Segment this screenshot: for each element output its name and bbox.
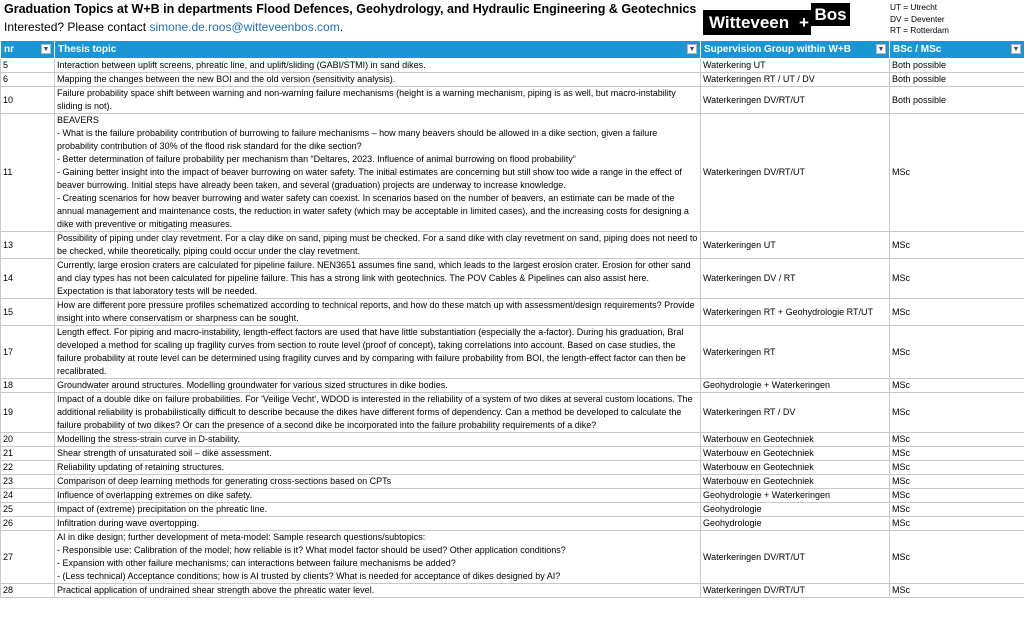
topic-line: - Gaining better insight into the impact of beaver burrowing on water safety. The initial estimates are concerning but still show too wide a range in the effect of beaver burrowing. Initial steps have already been taken, and several (graduation) projects are underway to increase knowledge. xyxy=(57,167,682,190)
cell-nr[interactable]: 25 xyxy=(1,503,55,517)
topic-line: Length effect. For piping and macro-instability, length-effect factors are used that have little substantiation (especially the a-factor). During his graduation, Bral developed a method for scaling up fragility curves from section to route level (proof of concept), taking correlations into account. Based on case studies, the failure probability at route level can be determined using fragility curves and by comparing with failure probability from BOI, the length-effect factor can then be recalibrated. xyxy=(57,327,686,376)
cell-level[interactable]: Both possible xyxy=(890,73,1024,87)
contact-email-link[interactable]: simone.de.roos@witteveenbos.com xyxy=(149,20,340,34)
table-row xyxy=(1,584,1024,598)
table-row xyxy=(1,531,1024,584)
column-header-nr xyxy=(1,41,55,59)
column-header-label: BSc / MSc xyxy=(893,44,942,55)
column-header-label: Supervision Group within W+B xyxy=(704,44,851,55)
cell-level[interactable]: MSc xyxy=(890,379,1024,393)
cell-supervision-group[interactable]: Waterkeringen UT xyxy=(701,232,890,259)
cell-level[interactable]: MSc xyxy=(890,433,1024,447)
cell-nr[interactable]: 13 xyxy=(1,232,55,259)
topic-line: - (Less technical) Acceptance conditions; how is AI trusted by clients? What is needed for acceptance of dikes designed by AI? xyxy=(57,571,561,581)
table-row xyxy=(1,59,1024,73)
table-row xyxy=(1,393,1024,433)
table-row xyxy=(1,114,1024,232)
table-row xyxy=(1,259,1024,299)
cell-nr[interactable]: 19 xyxy=(1,393,55,433)
cell-nr[interactable]: 24 xyxy=(1,489,55,503)
logo-plus: + xyxy=(799,13,809,32)
table-row xyxy=(1,503,1024,517)
cell-supervision-group[interactable]: Geohydrologie xyxy=(701,517,890,531)
cell-level[interactable]: MSc xyxy=(890,447,1024,461)
cell-nr[interactable]: 26 xyxy=(1,517,55,531)
topic-line: Impact of (extreme) precipitation on the phreatic line. xyxy=(57,504,268,514)
chevron-down-icon[interactable]: ▼ xyxy=(42,46,50,53)
cell-topic[interactable] xyxy=(55,299,701,326)
table-row xyxy=(1,517,1024,531)
cell-level[interactable]: MSc xyxy=(890,489,1024,503)
page-title: Graduation Topics at W+B in departments Flood Defences, Geohydrology, and Hydraulic Engineering & Geotechnics xyxy=(4,2,697,16)
table-row xyxy=(1,299,1024,326)
cell-supervision-group[interactable]: Waterkeringen RT xyxy=(701,326,890,379)
chevron-down-icon[interactable]: ▼ xyxy=(688,46,696,53)
topic-line: - What is the failure probability contribution of burrowing to failure mechanisms – how many beavers should be allowed in a dike section, given a failure probability contribution of 30% of the flood risk standard for the dike section? xyxy=(57,128,658,151)
table-row xyxy=(1,73,1024,87)
cell-topic[interactable] xyxy=(55,503,701,517)
topic-line: Interaction between uplift screens, phreatic line, and uplift/sliding (GABI/STMI) in sand dikes. xyxy=(57,60,426,70)
topic-line: Practical application of undrained shear strength above the phreatic water level. xyxy=(57,585,375,595)
topic-line: Infiltration during wave overtopping. xyxy=(57,518,200,528)
cell-topic[interactable] xyxy=(55,259,701,299)
cell-topic[interactable] xyxy=(55,517,701,531)
cell-supervision-group[interactable]: Geohydrologie + Waterkeringen xyxy=(701,379,890,393)
legend-item-dv: DV = Deventer xyxy=(890,13,945,24)
topic-line: Mapping the changes between the new BOI and the old version (sensitivity analysis). xyxy=(57,74,396,84)
table-row xyxy=(1,461,1024,475)
cell-nr[interactable]: 22 xyxy=(1,461,55,475)
cell-nr[interactable]: 23 xyxy=(1,475,55,489)
cell-topic[interactable] xyxy=(55,461,701,475)
cell-topic[interactable] xyxy=(55,87,701,114)
cell-supervision-group[interactable]: Waterbouw en Geotechniek xyxy=(701,433,890,447)
cell-nr[interactable]: 20 xyxy=(1,433,55,447)
cell-nr[interactable]: 6 xyxy=(1,73,55,87)
cell-topic[interactable] xyxy=(55,379,701,393)
cell-nr[interactable]: 5 xyxy=(1,59,55,73)
cell-supervision-group[interactable]: Geohydrologie + Waterkeringen xyxy=(701,489,890,503)
legend-item-rt: RT = Rotterdam xyxy=(890,25,949,36)
topic-line: Shear strength of unsaturated soil – dike assessment. xyxy=(57,448,272,458)
contact-line xyxy=(4,20,343,34)
cell-supervision-group[interactable]: Waterkeringen DV/RT/UT xyxy=(701,584,890,598)
cell-level[interactable]: MSc xyxy=(890,584,1024,598)
topic-line: Modelling the stress-strain curve in D-stability. xyxy=(57,434,240,444)
topic-line: - Expansion with other failure mechanisms; can interactions between failure mechanisms be added? xyxy=(57,558,456,568)
cell-supervision-group[interactable]: Waterkeringen DV / RT xyxy=(701,259,890,299)
cell-level[interactable]: MSc xyxy=(890,461,1024,475)
header-row xyxy=(1,41,1024,59)
cell-topic[interactable] xyxy=(55,114,701,232)
topic-line: - Creating scenarios for how beaver burrowing and water safety can coexist. In scenarios based on the number of beavers, an estimate can be made of the annual management and maintenance costs, the reduction in water safety (which may be acceptable in limited cases), and the increasing costs for designing a dike with preventive or mitigating measures. xyxy=(57,193,689,229)
cell-topic[interactable] xyxy=(55,447,701,461)
logo-word: Witteveen xyxy=(703,10,811,35)
cell-level[interactable]: MSc xyxy=(890,475,1024,489)
cell-level[interactable]: MSc xyxy=(890,531,1024,584)
cell-supervision-group[interactable]: Waterbouw en Geotechniek xyxy=(701,475,890,489)
cell-nr[interactable]: 14 xyxy=(1,259,55,299)
topic-line: Failure probability space shift between warning and non-warning failure mechanisms (height is a warning mechanism, piping is as well, but macro-instability sliding is not). xyxy=(57,88,676,111)
cell-topic[interactable] xyxy=(55,59,701,73)
column-header-level xyxy=(890,41,1024,59)
cell-topic[interactable] xyxy=(55,475,701,489)
column-header-group xyxy=(701,41,890,59)
filter-icon[interactable]: ▼ xyxy=(1012,46,1020,53)
topic-line: - Better determination of failure probability per mechanism than “Deltares, 2023. Influence of animal burrowing on flood probability” xyxy=(57,154,576,164)
cell-level[interactable]: MSc xyxy=(890,326,1024,379)
table-row xyxy=(1,232,1024,259)
cell-level[interactable]: MSc xyxy=(890,114,1024,232)
cell-nr[interactable]: 28 xyxy=(1,584,55,598)
topic-line: AI in dike design; further development of meta-model: Sample research questions/subtopics: xyxy=(57,532,426,542)
column-header-label: nr xyxy=(4,44,14,55)
cell-topic[interactable] xyxy=(55,433,701,447)
cell-supervision-group[interactable]: Waterkeringen DV/RT/UT xyxy=(701,87,890,114)
contact-prefix: Interested? Please contact xyxy=(4,20,150,34)
cell-nr[interactable]: 11 xyxy=(1,114,55,232)
table-row xyxy=(1,447,1024,461)
column-header-label: Thesis topic xyxy=(58,44,117,55)
topic-line: Currently, large erosion craters are calculated for pipeline failure. NEN3651 assumes fine sand, which leads to the largest erosion crater. Erosion for other sand and clay types has not been calculated for pipeline failure. This has a strong link with geotechnics. The POV Cables & Pipelines can also assist here. Expectation is that laboratory tests will be needed. xyxy=(57,260,691,296)
location-legend xyxy=(890,2,949,37)
topic-line: Influence of overlapping extremes on dike safety. xyxy=(57,490,252,500)
cell-topic[interactable] xyxy=(55,232,701,259)
cell-supervision-group[interactable]: Waterkeringen DV/RT/UT xyxy=(701,114,890,232)
cell-supervision-group[interactable]: Waterbouw en Geotechniek xyxy=(701,461,890,475)
cell-supervision-group[interactable]: Waterkering UT xyxy=(701,59,890,73)
cell-supervision-group[interactable]: Geohydrologie xyxy=(701,503,890,517)
cell-level[interactable]: Both possible xyxy=(890,87,1024,114)
cell-topic[interactable] xyxy=(55,393,701,433)
topic-line: - Responsible use: Calibration of the model; how reliable is it? What model factor should be used? Other application conditions? xyxy=(57,545,566,555)
cell-topic[interactable] xyxy=(55,73,701,87)
cell-nr[interactable]: 18 xyxy=(1,379,55,393)
table-row xyxy=(1,326,1024,379)
cell-supervision-group[interactable]: Waterkeringen RT + Geohydrologie RT/UT xyxy=(701,299,890,326)
table-row xyxy=(1,87,1024,114)
cell-supervision-group[interactable]: Waterkeringen RT / UT / DV xyxy=(701,73,890,87)
cell-level[interactable]: MSc xyxy=(890,259,1024,299)
topic-line: Possibility of piping under clay revetment. For a clay dike on sand, piping must be checked. For a sand dike with clay revetment on sand, piping does not need to be checked, while theoretically, piping could occur under the clay revetment. xyxy=(57,233,698,256)
logo-bos: Bos xyxy=(811,3,850,26)
topic-line: Groundwater around structures. Modelling groundwater for various sized structures in dike bodies. xyxy=(57,380,448,390)
contact-suffix: . xyxy=(339,20,344,34)
table-row xyxy=(1,379,1024,393)
table-row xyxy=(1,475,1024,489)
topic-line: Comparison of deep learning methods for generating cross-sections based on CPTs xyxy=(57,476,392,486)
cell-topic[interactable] xyxy=(55,584,701,598)
cell-level[interactable]: MSc xyxy=(890,517,1024,531)
topic-line: How are different pore pressure profiles schematized according to technical reports, and how do these match up with assessment/design requirements? Provide insight into where conservatism or sharpness can be sought. xyxy=(57,300,695,323)
thesis-topics-table xyxy=(0,40,1024,598)
cell-nr[interactable]: 27 xyxy=(1,531,55,584)
cell-topic[interactable] xyxy=(55,489,701,503)
cell-nr[interactable]: 10 xyxy=(1,87,55,114)
column-header-topic xyxy=(55,41,701,59)
table-row xyxy=(1,433,1024,447)
cell-level[interactable]: MSc xyxy=(890,393,1024,433)
topic-line: Impact of a double dike on failure probabilities. For 'Veilige Vecht', WDOD is interested in the reliability of a system of two dikes at several custom locations. The additional reliability is probabilistically difficult to describe because the dikes have different forms of dependency. Can a method be developed to calculate the failure probability of two dikes? Or can the presence of a second dike be incorporated into the failure probability requirements of a dike? xyxy=(57,394,693,430)
topic-line: BEAVERS xyxy=(57,115,99,125)
cell-nr[interactable]: 17 xyxy=(1,326,55,379)
cell-level[interactable]: Both possible xyxy=(890,59,1024,73)
table-row xyxy=(1,489,1024,503)
cell-supervision-group[interactable]: Waterkeringen DV/RT/UT xyxy=(701,531,890,584)
topic-line: Reliability updating of retaining structures. xyxy=(57,462,225,472)
cell-level[interactable]: MSc xyxy=(890,232,1024,259)
cell-supervision-group[interactable]: Waterkeringen RT / DV xyxy=(701,393,890,433)
witteveen-bos-logo xyxy=(703,3,850,35)
cell-nr[interactable]: 15 xyxy=(1,299,55,326)
cell-level[interactable]: MSc xyxy=(890,503,1024,517)
legend-item-ut: UT = Utrecht xyxy=(890,2,938,12)
chevron-down-icon[interactable]: ▼ xyxy=(877,46,885,53)
cell-nr[interactable]: 21 xyxy=(1,447,55,461)
cell-topic[interactable] xyxy=(55,326,701,379)
cell-topic[interactable] xyxy=(55,531,701,584)
cell-level[interactable]: MSc xyxy=(890,299,1024,326)
cell-supervision-group[interactable]: Waterbouw en Geotechniek xyxy=(701,447,890,461)
